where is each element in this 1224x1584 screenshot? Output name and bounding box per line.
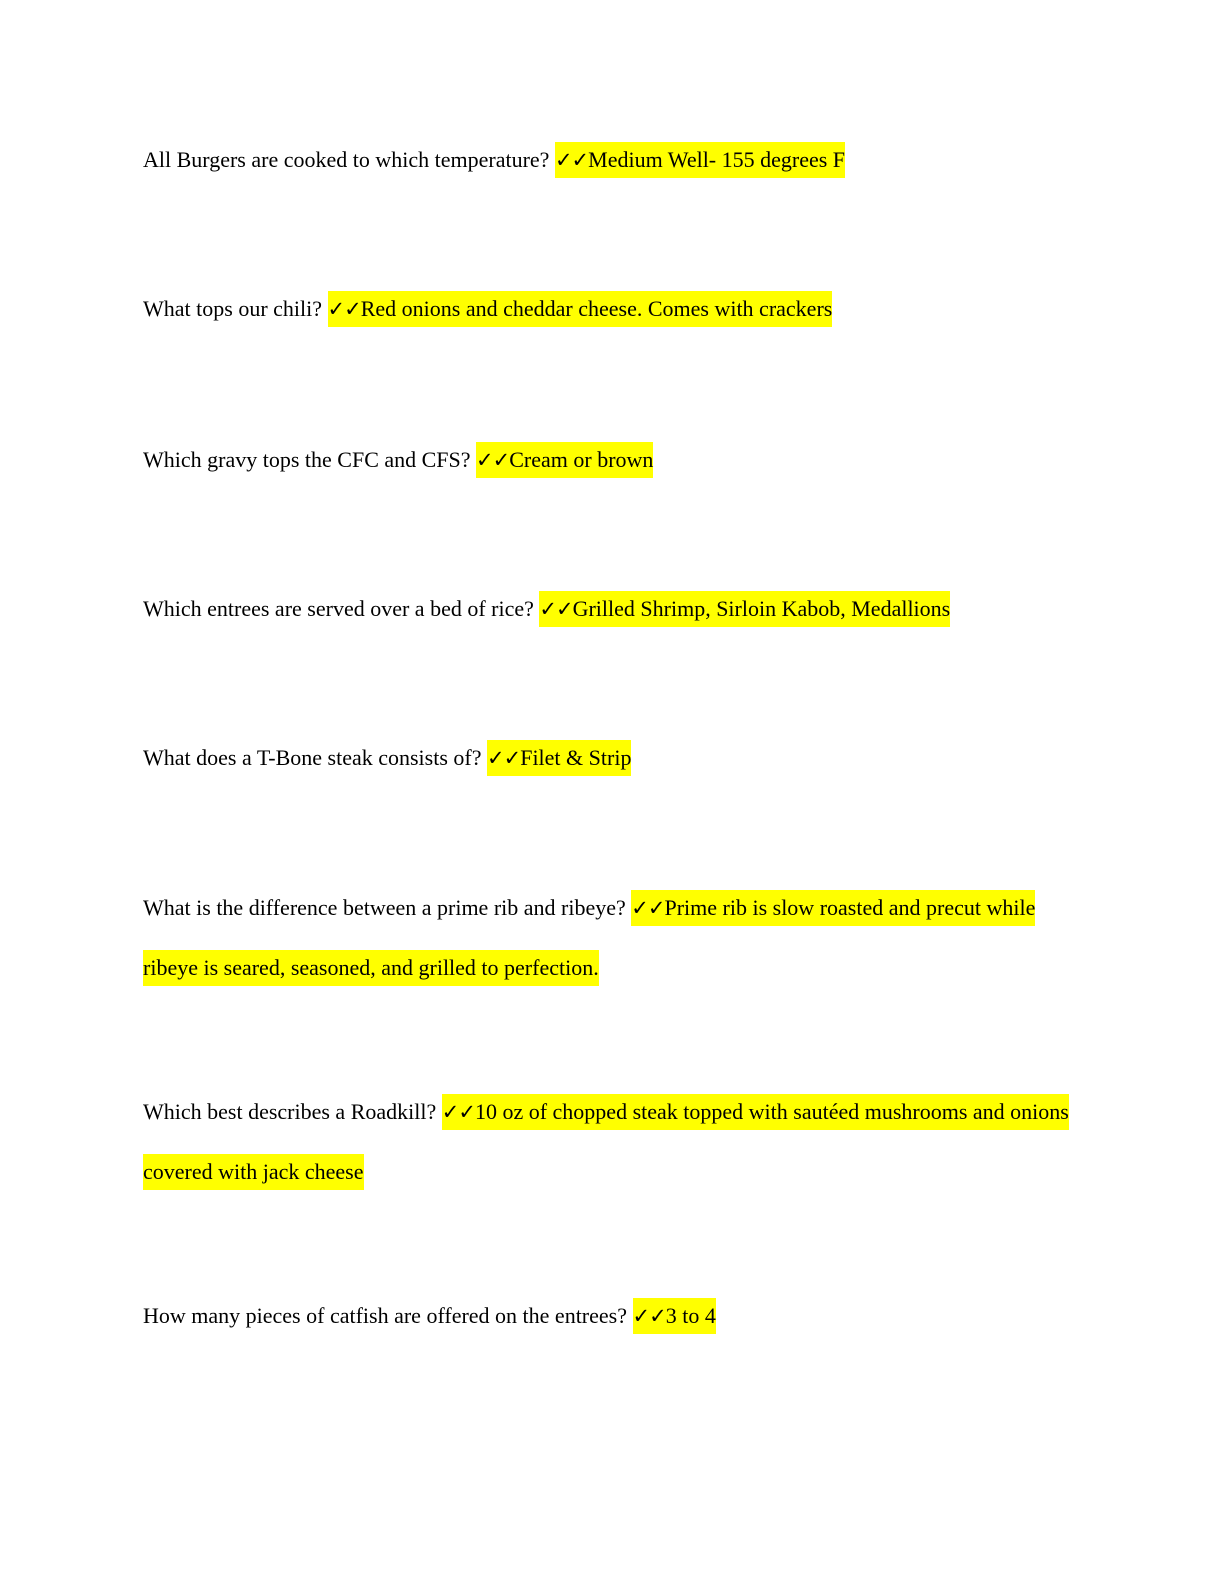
answer-highlight — [539, 591, 950, 627]
answer-highlight — [328, 291, 833, 327]
answer-highlight — [633, 1298, 716, 1334]
qa-item — [143, 1082, 1083, 1202]
qa-item — [143, 279, 1083, 339]
double-check-icon: ✓✓ — [327, 297, 361, 321]
answer-text: 10 oz of chopped steak topped with sautéed mushrooms and onions covered with jack cheese — [143, 1099, 1069, 1184]
answer-text: 3 to 4 — [665, 1303, 716, 1328]
qa-item — [143, 1286, 1083, 1346]
question-text: Which gravy tops the CFC and CFS? — [143, 447, 471, 472]
answer-highlight — [476, 442, 653, 478]
answer-text: Cream or brown — [509, 447, 654, 472]
question-text: Which entrees are served over a bed of rice? — [143, 596, 534, 621]
double-check-icon: ✓✓ — [476, 448, 510, 472]
qa-item — [143, 430, 1083, 490]
answer-text: Filet & Strip — [520, 745, 632, 770]
question-text: What tops our chili? — [143, 296, 323, 321]
question-text: Which best describes a Roadkill? — [143, 1099, 437, 1124]
answer-text: Red onions and cheddar cheese. Comes with crackers — [360, 296, 833, 321]
answer-highlight — [555, 142, 845, 178]
double-check-icon: ✓✓ — [631, 896, 665, 920]
answer-text: Grilled Shrimp, Sirloin Kabob, Medallions — [572, 596, 951, 621]
double-check-icon: ✓✓ — [632, 1304, 666, 1328]
double-check-icon: ✓✓ — [554, 148, 589, 172]
double-check-icon: ✓✓ — [539, 597, 573, 621]
double-check-icon: ✓✓ — [441, 1100, 475, 1124]
question-text: How many pieces of catfish are offered on the entrees? — [143, 1303, 627, 1328]
question-text: What is the difference between a prime rib and ribeye? — [143, 895, 626, 920]
question-text: All Burgers are cooked to which temperature? — [143, 147, 550, 172]
qa-item — [143, 878, 1083, 998]
answer-text: Medium Well- 155 degrees F — [588, 147, 846, 172]
qa-item — [143, 130, 1083, 190]
answer-text: Prime rib is slow roasted and precut while ribeye is seared, seasoned, and grilled to perfection. — [143, 895, 1036, 980]
qa-item — [143, 579, 1083, 639]
answer-highlight — [487, 740, 631, 776]
double-check-icon: ✓✓ — [487, 746, 521, 770]
question-text: What does a T-Bone steak consists of? — [143, 745, 482, 770]
qa-item — [143, 728, 1083, 788]
